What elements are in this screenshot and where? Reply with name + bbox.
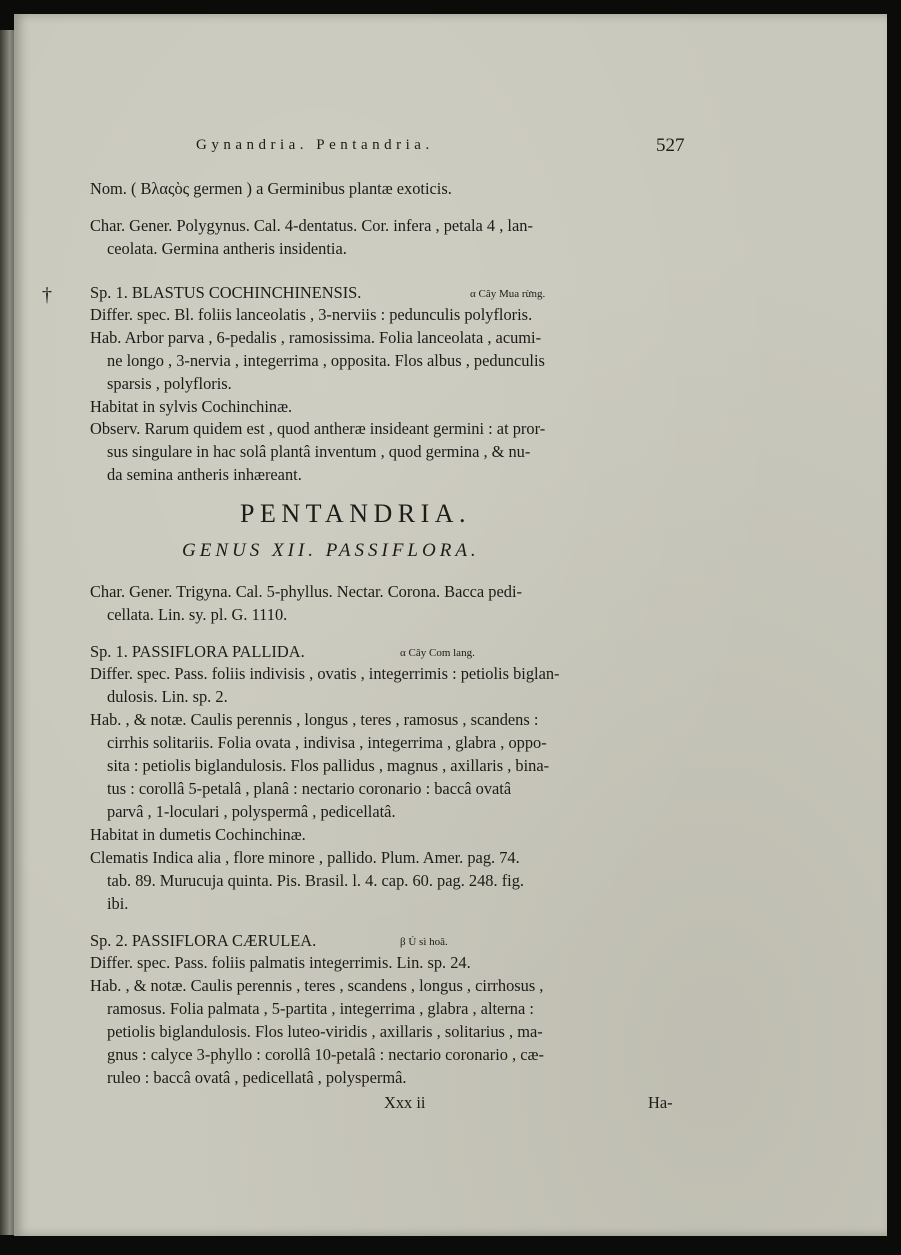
blastus-hab-line-3: sparsis , polyfloris.	[107, 374, 232, 393]
sp2-hab-line-3: petiolis biglandulosis. Flos luteo-viridis , axillaris , solitarius , ma-	[107, 1022, 543, 1041]
blastus-char-line-2: ceolata. Germina antheris insidentia.	[107, 239, 347, 258]
genus-heading: GENUS XII. PASSIFLORA.	[182, 540, 480, 561]
blastus-observ-line-2: sus singulare in hac solâ plantâ inventum , quod germina , & nu-	[107, 442, 531, 461]
sp1-hab-line-3: sita : petiolis biglandulosis. Flos pallidus , magnus , axillaris , bina-	[107, 756, 550, 775]
blastus-vernacular: α Cây Mua rừng.	[470, 288, 546, 300]
sp2-hab-line-1: Hab. , & notæ. Caulis perennis , teres , scandens , longus , cirrhosus ,	[90, 976, 544, 995]
sp1-clematis-line-2: tab. 89. Murucuja quinta. Pis. Brasil. l. 4. cap. 60. pag. 248. fig.	[107, 871, 524, 890]
sp1-hab-line-5: parvâ , 1-loculari , polyspermâ , pedicellatâ.	[107, 802, 396, 821]
sp2-species-heading: Sp. 2. PASSIFLORA CÆRULEA.	[90, 931, 317, 950]
sp1-species-heading: Sp. 1. PASSIFLORA PALLIDA.	[90, 642, 305, 661]
blastus-observ-line-3: da semina antheris inhæreant.	[107, 465, 302, 484]
page-number: 527	[656, 135, 685, 156]
dagger-mark: †	[42, 284, 52, 306]
page-edge	[0, 30, 14, 1235]
catchword: Ha-	[648, 1093, 673, 1112]
sp2-hab-line-2: ramosus. Folia palmata , 5-partita , integerrima , glabra , alterna :	[107, 999, 534, 1018]
sp1-clematis-line-1: Clematis Indica alia , flore minore , pallido. Plum. Amer. pag. 74.	[90, 848, 520, 867]
book-page	[14, 14, 887, 1236]
signature-mark: Xxx ii	[384, 1093, 426, 1112]
sp2-hab-line-5: ruleo : baccâ ovatâ , pedicellatâ , polyspermâ.	[107, 1068, 407, 1087]
sp1-habitat: Habitat in dumetis Cochinchinæ.	[90, 825, 306, 844]
passiflora-char-line-1: Char. Gener. Trigyna. Cal. 5-phyllus. Nectar. Corona. Bacca pedi-	[90, 582, 522, 601]
blastus-observ-line-1: Observ. Rarum quidem est , quod antheræ insideant germini : at pror-	[90, 419, 546, 438]
passiflora-char-line-2: cellata. Lin. sy. pl. G. 1110.	[107, 605, 288, 624]
sp2-hab-line-4: gnus : calyce 3-phyllo : corollâ 10-petalâ : nectario coronario , cæ-	[107, 1045, 544, 1064]
sp2-differ: Differ. spec. Pass. foliis palmatis integerrimis. Lin. sp. 24.	[90, 953, 471, 972]
running-title: Gynandria. Pentandria.	[196, 137, 434, 153]
sp1-vernacular: α Cây Com lang.	[400, 647, 475, 659]
blastus-hab-line-2: ne longo , 3-nervia , integerrima , opposita. Flos albus , pedunculis	[107, 351, 545, 370]
sp1-clematis-line-3: ibi.	[107, 894, 129, 913]
blastus-habitat: Habitat in sylvis Cochinchinæ.	[90, 397, 293, 416]
sp2-vernacular: β Ủ sì hoā.	[400, 936, 448, 948]
sp1-differ-line-2: dulosis. Lin. sp. 2.	[107, 687, 228, 706]
sp1-hab-line-2: cirrhis solitariis. Folia ovata , indivisa , integerrima , glabra , oppo-	[107, 733, 547, 752]
blastus-hab-line-1: Hab. Arbor parva , 6-pedalis , ramosissima. Folia lanceolata , acumi-	[90, 328, 542, 347]
sp1-differ-line-1: Differ. spec. Pass. foliis indivisis , ovatis , integerrimis : petiolis biglan-	[90, 664, 560, 683]
sp1-hab-line-4: tus : corollâ 5-petalâ , planâ : nectario coronario : baccâ ovatâ	[107, 779, 512, 798]
blastus-differ: Differ. spec. Bl. foliis lanceolatis , 3-nerviis : pedunculis polyfloris.	[90, 305, 533, 324]
blastus-species-heading: Sp. 1. BLASTUS COCHINCHINENSIS.	[90, 283, 362, 302]
blastus-char-line-1: Char. Gener. Polygynus. Cal. 4-dentatus. Cor. infera , petala 4 , lan-	[90, 216, 533, 235]
section-title: PENTANDRIA.	[240, 499, 472, 528]
blastus-nom: Nom. ( Βλαςὸς germen ) a Germinibus plantæ exoticis.	[90, 179, 452, 198]
sp1-hab-line-1: Hab. , & notæ. Caulis perennis , longus , teres , ramosus , scandens :	[90, 710, 539, 729]
